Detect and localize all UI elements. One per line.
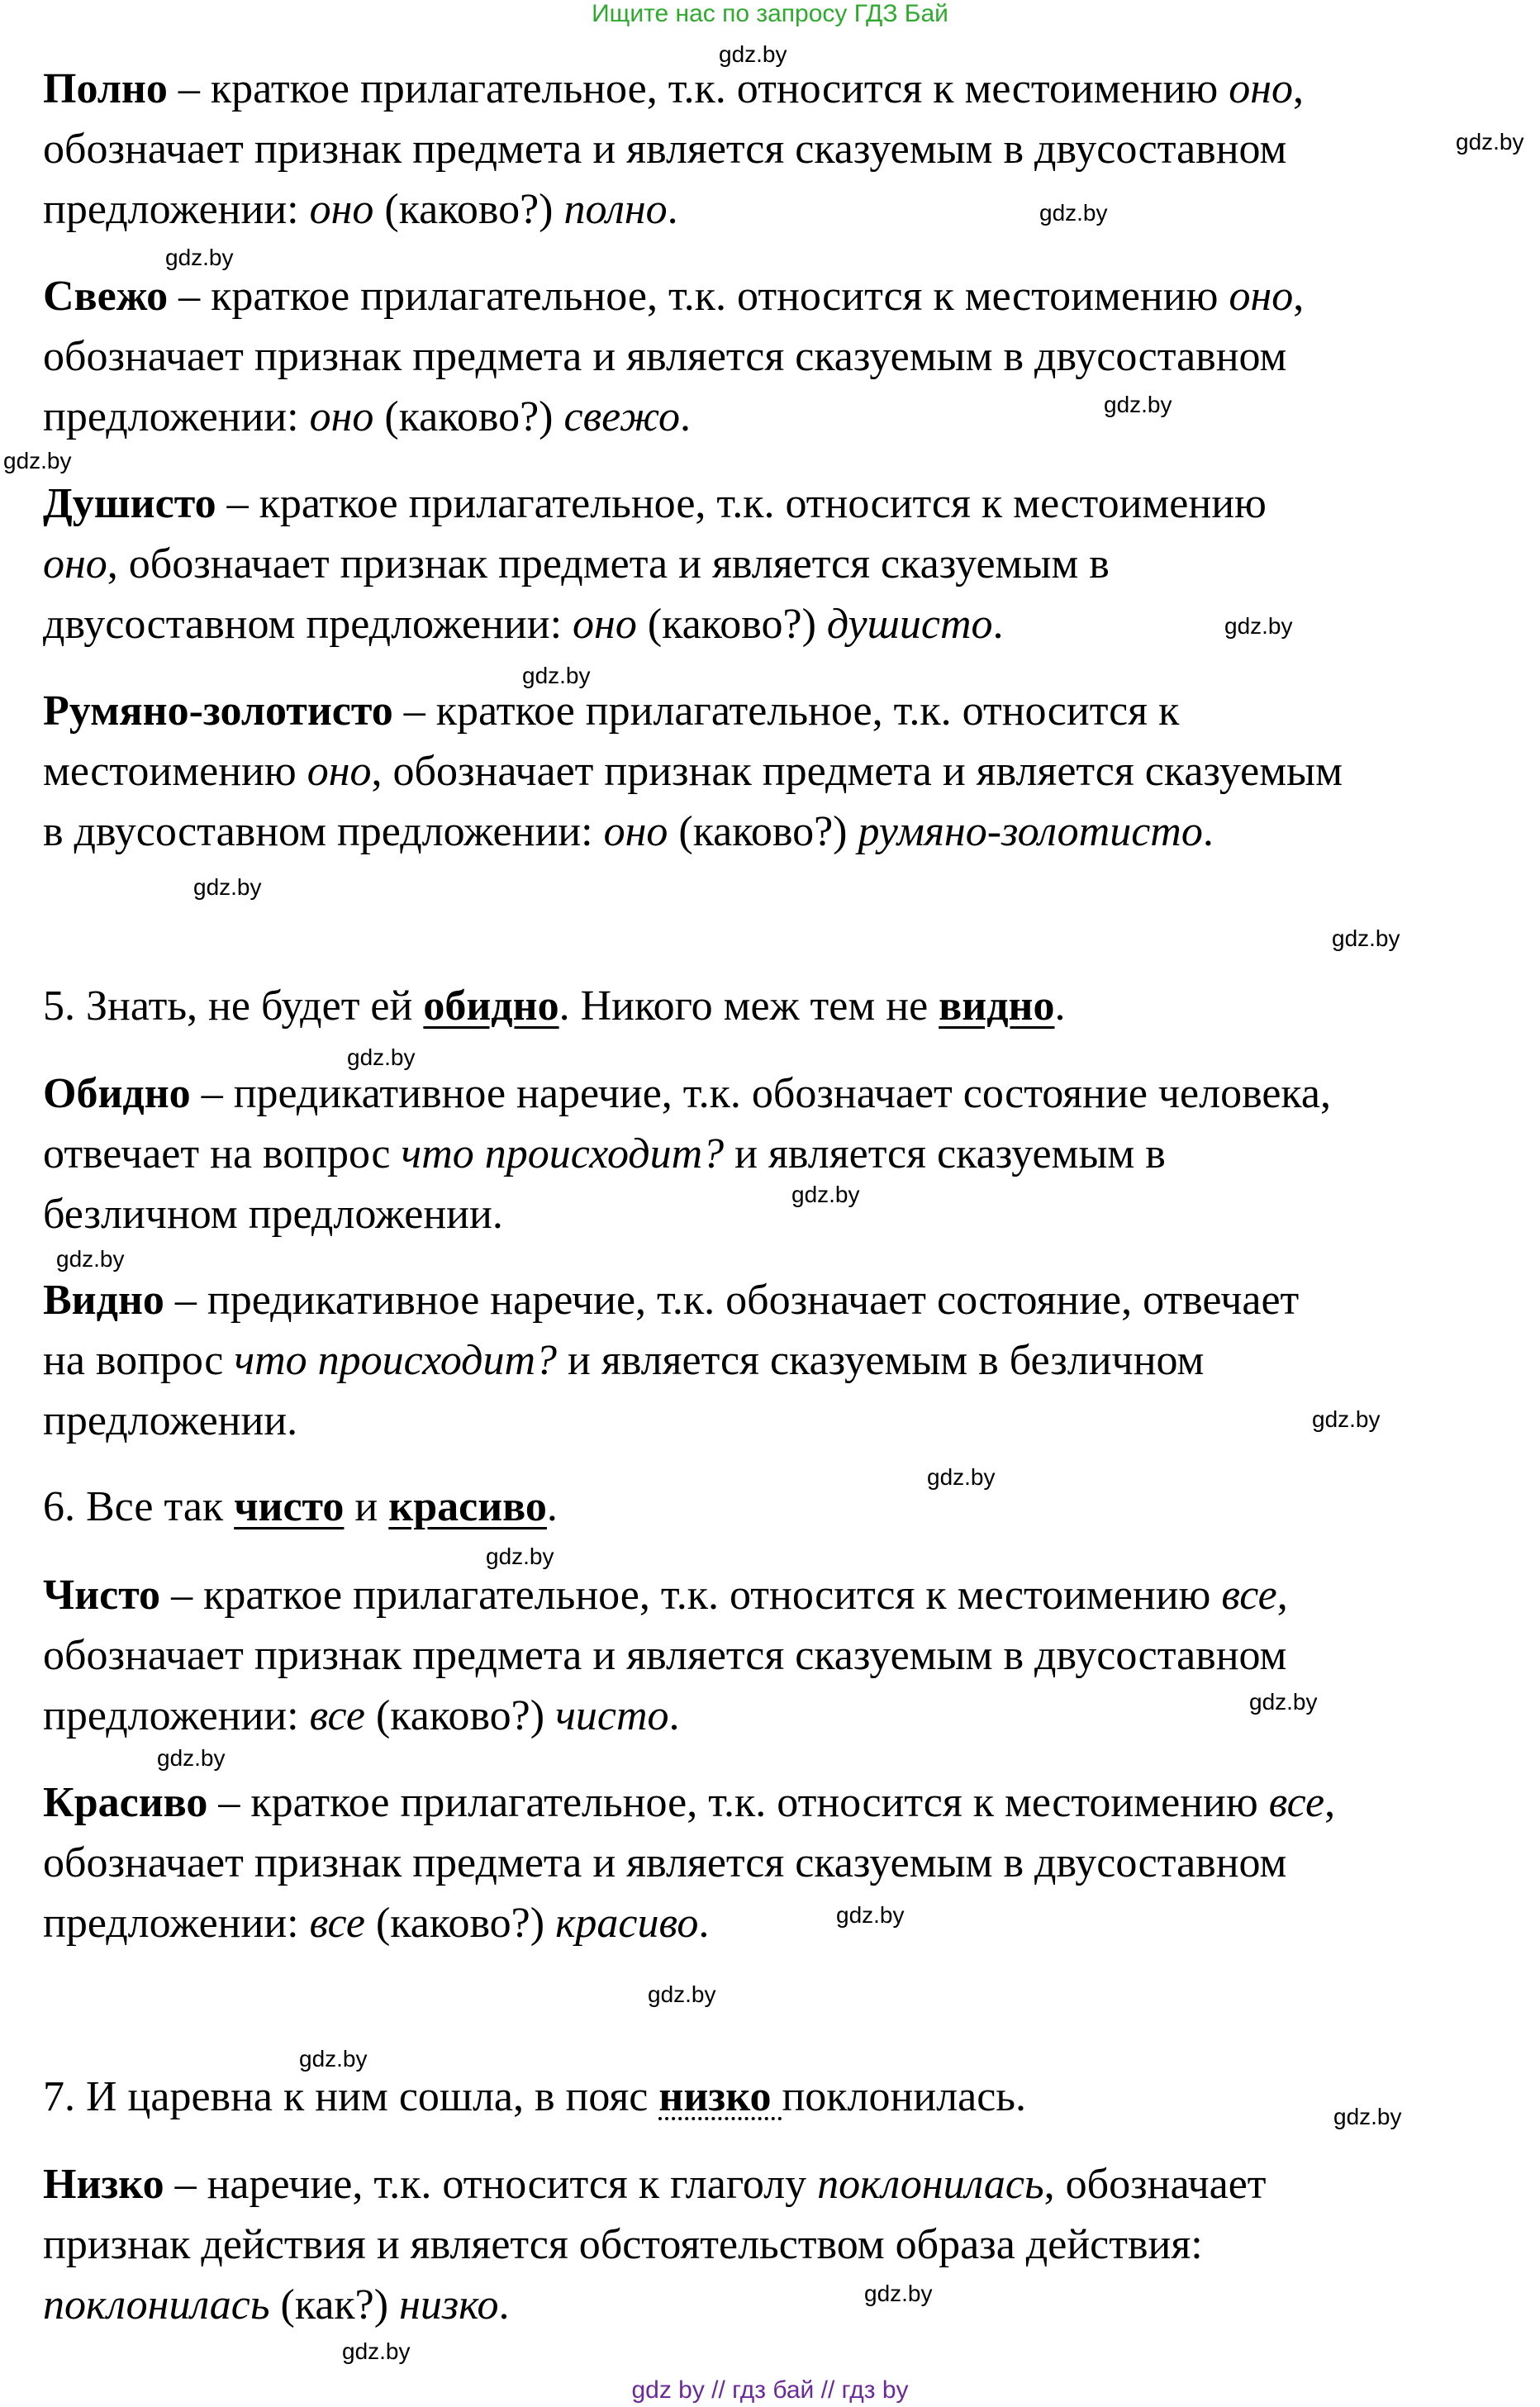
underlined-word: красиво bbox=[388, 1483, 547, 1530]
pronoun: оно bbox=[573, 601, 637, 648]
text: , bbox=[1293, 273, 1305, 320]
text-line bbox=[43, 335, 1286, 378]
pronoun: оно bbox=[1229, 273, 1294, 320]
text: обозначает признак предмета и является сказуемым в двусоставном bbox=[43, 333, 1287, 380]
pronoun: оно bbox=[309, 186, 374, 233]
text: и является сказуемым в bbox=[724, 1130, 1166, 1177]
term-word: Красиво bbox=[43, 1779, 208, 1826]
text-line bbox=[43, 750, 1343, 793]
text-line bbox=[43, 603, 1004, 646]
text: – наречие, т.к. относится к глаголу bbox=[164, 2161, 818, 2208]
watermark: gdz.by bbox=[791, 1182, 860, 1207]
watermark: gdz.by bbox=[165, 245, 234, 270]
text: , bbox=[1324, 1779, 1336, 1826]
text-line bbox=[43, 1574, 1288, 1617]
text: обозначает признак предмета и является сказуемым в двусоставном bbox=[43, 126, 1287, 173]
text: – краткое прилагательное, т.к. относится к bbox=[392, 687, 1180, 735]
text-line bbox=[43, 275, 1304, 318]
answer: красиво bbox=[555, 1900, 699, 1947]
text: и является сказуемым в безличном bbox=[557, 1337, 1205, 1384]
text-line bbox=[43, 540, 1110, 587]
text: , bbox=[1276, 1572, 1288, 1619]
text: . bbox=[498, 2281, 510, 2329]
text: – краткое прилагательное, т.к. относится к местоимению bbox=[216, 480, 1267, 527]
text: , обозначает признак предмета и является сказуемым в bbox=[107, 540, 1110, 587]
question: (каково?) bbox=[668, 808, 858, 855]
sentence-5 bbox=[43, 982, 1066, 1030]
text: предложении: bbox=[43, 186, 310, 233]
text-line bbox=[43, 480, 1267, 527]
watermark: gdz.by bbox=[1224, 613, 1293, 639]
answer: душисто bbox=[826, 601, 993, 648]
watermark: gdz.by bbox=[157, 1745, 226, 1771]
text: обозначает признак предмета и является сказуемым в двусоставном bbox=[43, 1632, 1287, 1679]
underlined-word: чисто bbox=[234, 1483, 345, 1530]
text-line bbox=[43, 2163, 1267, 2206]
footer-links[interactable]: gdz by // гдз бай // гдз by bbox=[631, 2376, 909, 2404]
answer: румяно-золотисто bbox=[858, 808, 1203, 855]
text-line bbox=[43, 1193, 503, 1236]
text-line bbox=[43, 1634, 1286, 1677]
text: – краткое прилагательное, т.к. относится к местоимению bbox=[167, 65, 1229, 112]
pronoun: оно bbox=[43, 540, 107, 587]
text: . Никого меж тем не bbox=[558, 982, 939, 1030]
text-line bbox=[43, 2281, 510, 2329]
text-line bbox=[43, 1397, 298, 1444]
term-word: Свежо bbox=[43, 273, 169, 320]
text: предложении: bbox=[43, 393, 310, 440]
question: (как?) bbox=[269, 2281, 400, 2329]
text: в двусоставном предложении: bbox=[43, 808, 604, 855]
watermark: gdz.by bbox=[193, 874, 262, 900]
pronoun: все bbox=[1268, 1779, 1325, 1826]
pronoun: оно bbox=[309, 393, 374, 440]
text: 6. Все так bbox=[43, 1483, 235, 1530]
watermark: gdz.by bbox=[836, 1902, 905, 1928]
text: , bbox=[1293, 65, 1305, 112]
text-line bbox=[43, 687, 1180, 735]
text: , обозначает признак предмета и является сказуемым bbox=[371, 748, 1343, 795]
text: – краткое прилагательное, т.к. относится к местоимению bbox=[168, 273, 1229, 320]
text: , обозначает bbox=[1043, 2161, 1267, 2208]
pronoun: все bbox=[309, 1900, 365, 1947]
answer: свежо bbox=[563, 393, 680, 440]
watermark: gdz.by bbox=[299, 2046, 368, 2072]
answer: чисто bbox=[555, 1692, 669, 1739]
watermark: gdz.by bbox=[347, 1044, 416, 1070]
pronoun: все bbox=[309, 1692, 365, 1739]
watermark: gdz.by bbox=[1456, 129, 1524, 155]
text: отвечает на вопрос bbox=[43, 1130, 402, 1177]
text: 7. И царевна к ним сошла, в пояс bbox=[43, 2073, 659, 2120]
text-line bbox=[43, 1070, 1331, 1117]
text: обозначает признак предмета и является сказуемым в двусоставном bbox=[43, 1839, 1287, 1886]
text: . bbox=[667, 186, 678, 233]
verb: поклонилась bbox=[817, 2161, 1044, 2208]
text: признак действия и является обстоятельством образа действия: bbox=[43, 2221, 1203, 2268]
dotted-underlined-word: низко bbox=[658, 2073, 782, 2120]
question: (каково?) bbox=[636, 601, 827, 648]
term-word: Полно bbox=[43, 65, 168, 112]
text-line bbox=[43, 1130, 1166, 1177]
watermark: gdz.by bbox=[1333, 2104, 1402, 2129]
watermark: gdz.by bbox=[648, 1981, 716, 2007]
question: что происходит? bbox=[234, 1337, 558, 1384]
top-banner: Ищите нас по запросу ГДЗ Бай bbox=[592, 0, 948, 27]
text-line bbox=[43, 65, 1305, 112]
text-line bbox=[43, 1781, 1335, 1824]
text-line bbox=[43, 128, 1286, 171]
watermark: gdz.by bbox=[1104, 392, 1172, 417]
pronoun: оно bbox=[1229, 65, 1294, 112]
text: поклонилась. bbox=[782, 2073, 1026, 2120]
text: . bbox=[1054, 982, 1066, 1030]
watermark: gdz.by bbox=[719, 41, 787, 67]
text: – краткое прилагательное, т.к. относится к местоимению bbox=[207, 1779, 1269, 1826]
text: предложении: bbox=[43, 1900, 310, 1947]
text: . bbox=[1202, 808, 1214, 855]
text-line bbox=[43, 808, 1214, 855]
watermark: gdz.by bbox=[927, 1464, 996, 1490]
watermark: gdz.by bbox=[3, 448, 72, 473]
pronoun: оно bbox=[307, 748, 372, 795]
text: . bbox=[680, 393, 691, 440]
text: . bbox=[546, 1483, 558, 1530]
text-line bbox=[43, 1279, 1299, 1322]
text: – предикативное наречие, т.к. обозначает состояние человека, bbox=[190, 1070, 1331, 1117]
text: местоимению bbox=[43, 748, 307, 795]
watermark: gdz.by bbox=[864, 2281, 933, 2306]
watermark: gdz.by bbox=[1249, 1689, 1318, 1715]
answer: полно bbox=[563, 186, 668, 233]
text-line bbox=[43, 1692, 680, 1739]
text-line bbox=[43, 393, 691, 440]
term-word: Румяно-золотисто bbox=[43, 687, 393, 735]
watermark: gdz.by bbox=[342, 2338, 411, 2364]
sentence-6 bbox=[43, 1483, 558, 1530]
question: (каково?) bbox=[364, 1692, 556, 1739]
underlined-word: видно bbox=[939, 982, 1055, 1030]
watermark: gdz.by bbox=[522, 663, 591, 688]
text: двусоставном предложении: bbox=[43, 601, 573, 648]
text: – предикативное наречие, т.к. обозначает состояние, отвечает bbox=[164, 1277, 1300, 1324]
text: и bbox=[344, 1483, 389, 1530]
text: – краткое прилагательное, т.к. относится к местоимению bbox=[160, 1572, 1222, 1619]
term-word: Душисто bbox=[43, 480, 216, 527]
watermark: gdz.by bbox=[486, 1544, 554, 1569]
question: что происходит? bbox=[401, 1130, 725, 1177]
term-word: Чисто bbox=[43, 1572, 161, 1619]
term-word: Низко bbox=[43, 2161, 164, 2208]
pronoun: оно bbox=[603, 808, 668, 855]
sentence-7 bbox=[43, 2073, 1026, 2120]
term-word: Видно bbox=[43, 1277, 164, 1324]
question: (каково?) bbox=[373, 393, 564, 440]
watermark: gdz.by bbox=[1332, 925, 1400, 951]
question: (каково?) bbox=[364, 1900, 556, 1947]
text-line bbox=[43, 2221, 1203, 2268]
verb: поклонилась bbox=[43, 2281, 270, 2329]
text: 5. Знать, не будет ей bbox=[43, 982, 424, 1030]
text: . bbox=[992, 601, 1004, 648]
watermark: gdz.by bbox=[1312, 1406, 1381, 1432]
text: предложении: bbox=[43, 1692, 310, 1739]
text-line bbox=[43, 1839, 1287, 1886]
text-line bbox=[43, 1902, 709, 1945]
text: . bbox=[668, 1692, 680, 1739]
text-line bbox=[43, 1339, 1204, 1382]
text: . bbox=[698, 1900, 710, 1947]
term-word: Обидно bbox=[43, 1070, 191, 1117]
answer: низко bbox=[399, 2281, 499, 2329]
watermark: gdz.by bbox=[1039, 200, 1108, 226]
question: (каково?) bbox=[373, 186, 564, 233]
watermark: gdz.by bbox=[56, 1246, 125, 1272]
text: на вопрос bbox=[43, 1337, 235, 1384]
text-line bbox=[43, 188, 678, 231]
underlined-word: обидно bbox=[423, 982, 559, 1030]
text: безличном предложении. bbox=[43, 1191, 503, 1238]
pronoun: все bbox=[1221, 1572, 1277, 1619]
text: предложении. bbox=[43, 1397, 298, 1444]
